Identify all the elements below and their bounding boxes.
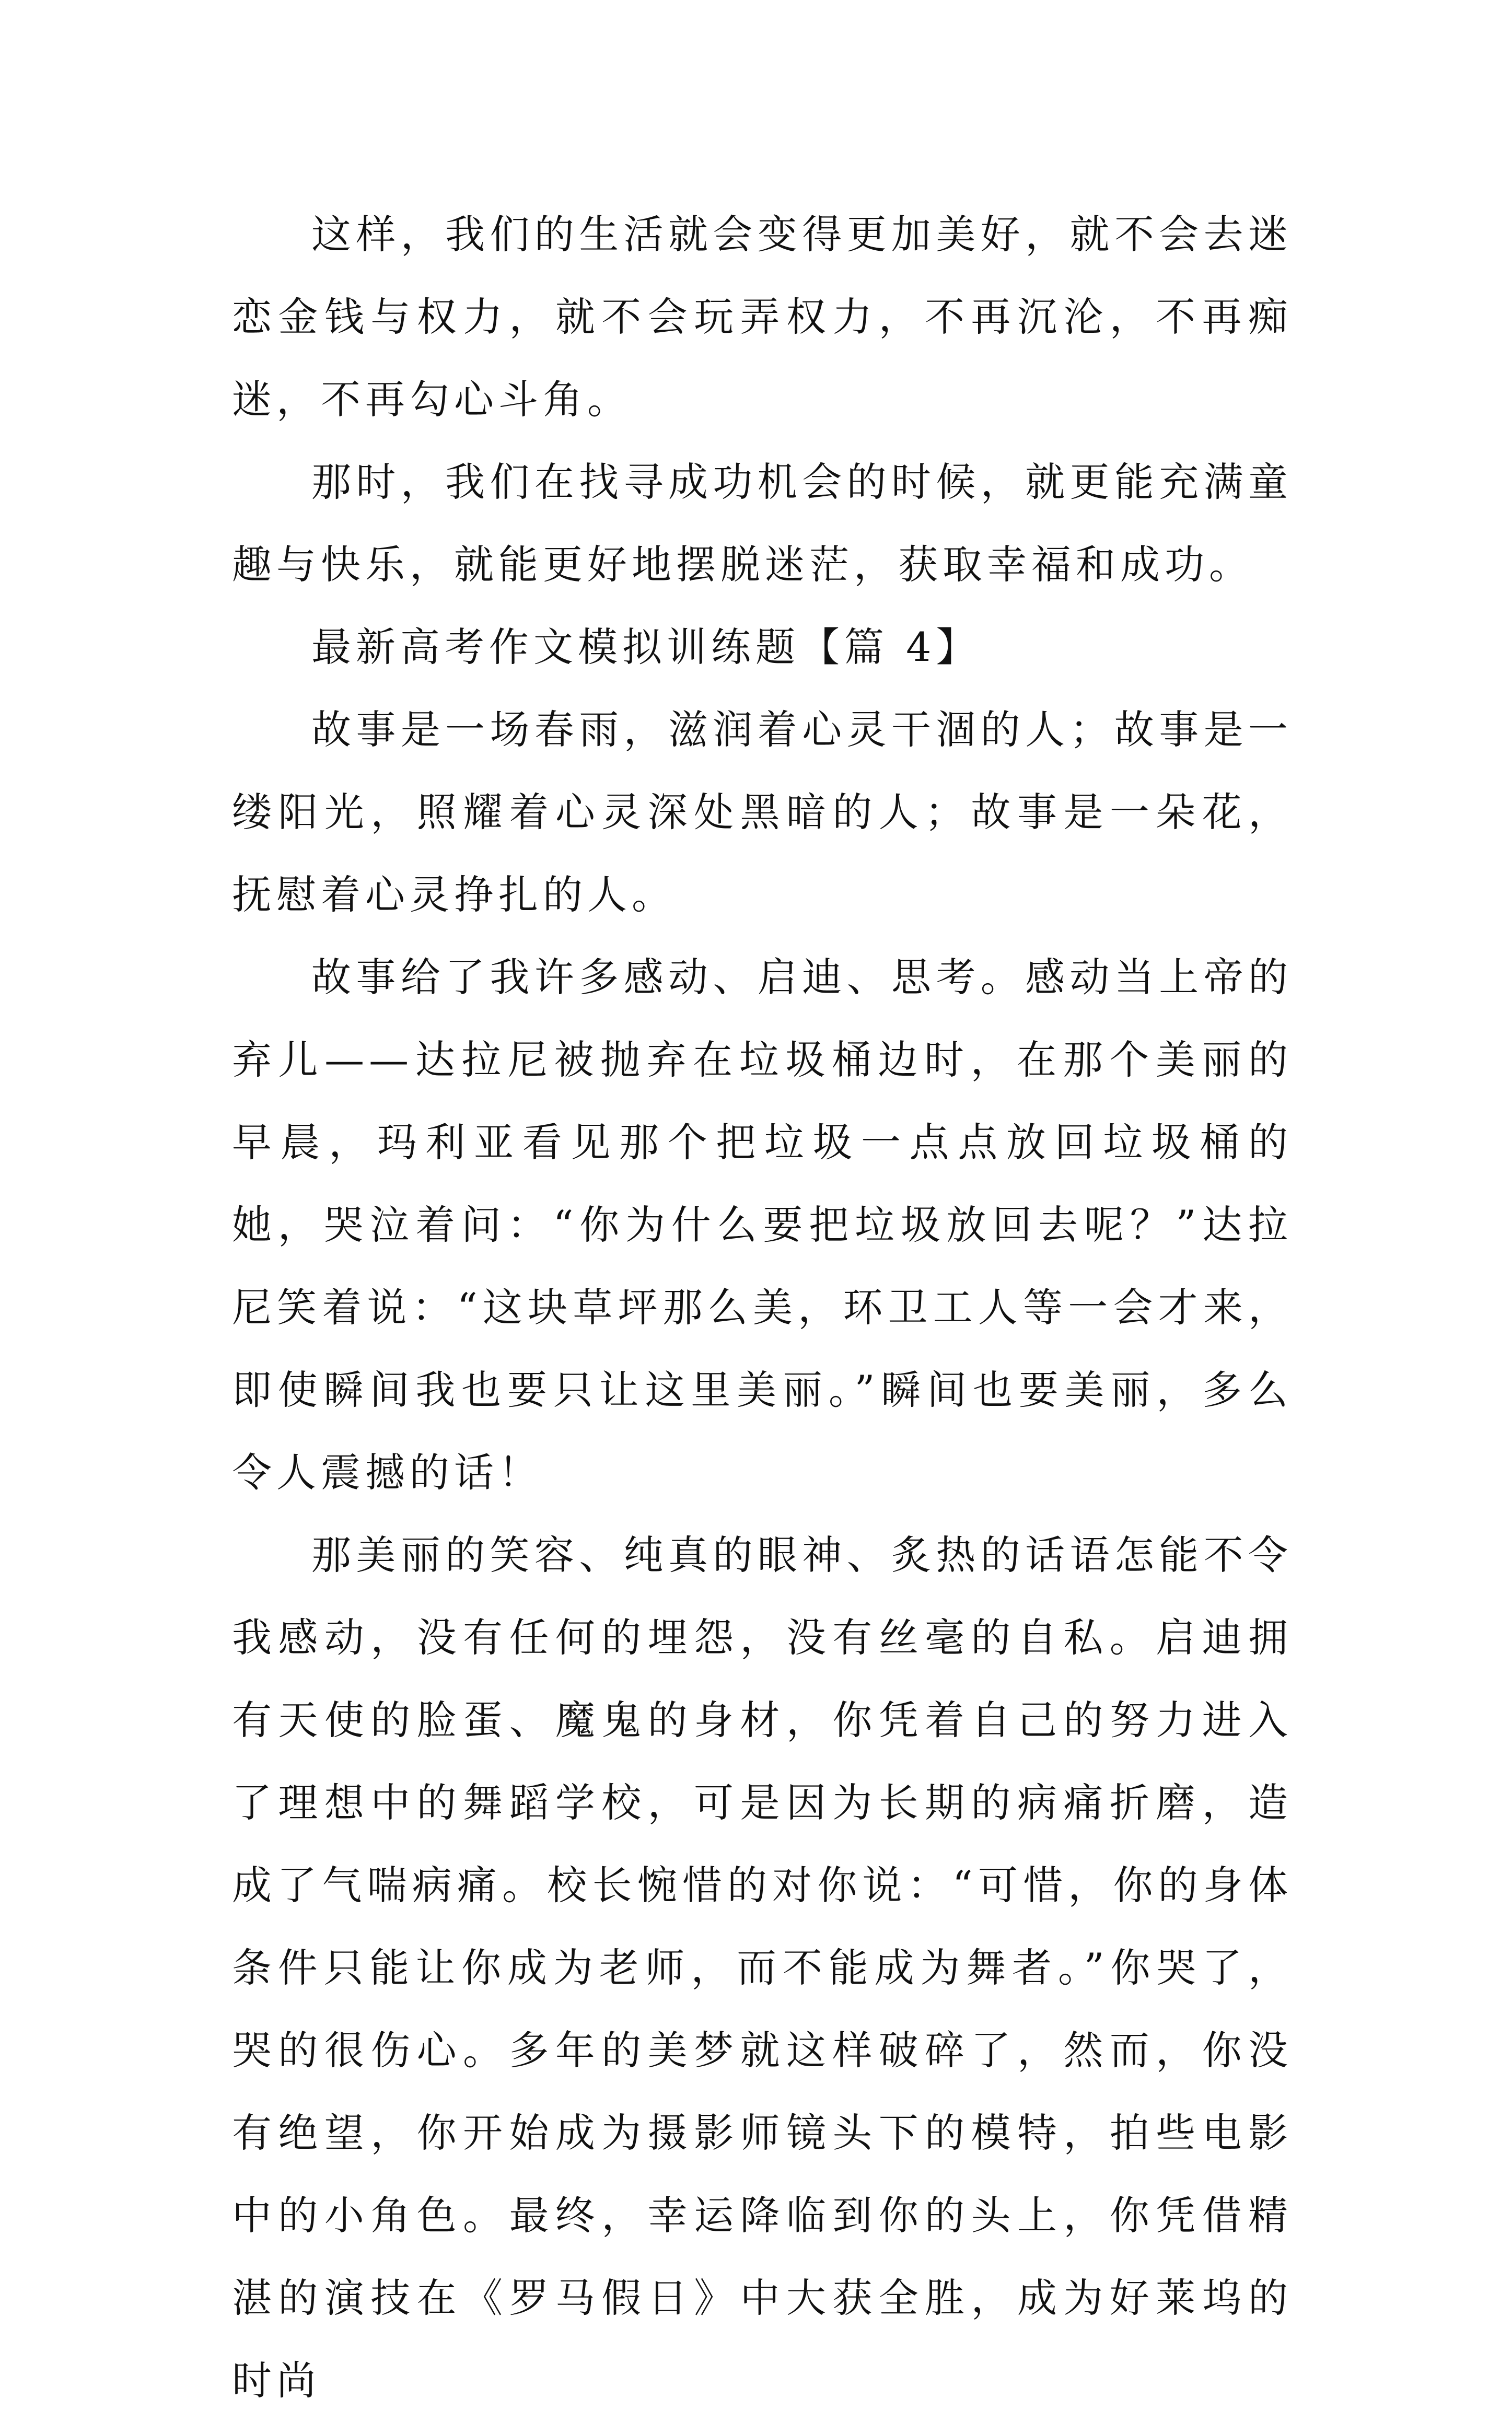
paragraph: 那美丽的笑容、纯真的眼神、炙热的话语怎能不令我感动，没有任何的埋怨，没有丝毫的自私。启迪拥有天使的脸蛋、魔鬼的身材，你凭着自己的努力进入了理想中的舞蹈学校，可是因为长期的病痛折磨，造成了气喘病痛。校长惋惜的对你说：“可惜，你的身体条件只能让你成为老师，而不能成为舞者。”你哭了，哭的很伤心。多年的美梦就这样破碎了，然而，你没有绝望，你开始成为摄影师镜头下的模特，拍些电影中的小角色。最终，幸运降临到你的头上，你凭借精湛的演技在《罗马假日》中大获全胜，成为好莱坞的时尚 (232, 1532, 1293, 2404)
paragraph: 这样，我们的生活就会变得更加美好，就不会去迷恋金钱与权力，就不会玩弄权力，不再沉沦，不再痴迷，不再勾心斗角。 (232, 211, 1293, 423)
document-body (232, 193, 1293, 2422)
paragraph: 故事给了我许多感动、启迪、思考。感动当上帝的弃儿——达拉尼被抛弃在垃圾桶边时，在那个美丽的早晨，玛利亚看见那个把垃圾一点点放回垃圾桶的她，哭泣着问：“你为什么要把垃圾放回去呢？”达拉尼笑着说：“这块草坪那么美，环卫工人等一会才来，即使瞬间我也要只让这里美丽。”瞬间也要美丽，多么令人震撼的话！ (232, 954, 1293, 1496)
paragraph: 那时，我们在找寻成功机会的时候，就更能充满童趣与快乐，就能更好地摆脱迷茫，获取幸福和成功。 (232, 459, 1293, 588)
paragraph: 故事是一场春雨，滋润着心灵干涸的人；故事是一缕阳光，照耀着心灵深处黑暗的人；故事是一朵花，抚慰着心灵挣扎的人。 (232, 706, 1293, 918)
section-heading: 最新高考作文模拟训练题【篇 4】 (311, 624, 981, 670)
